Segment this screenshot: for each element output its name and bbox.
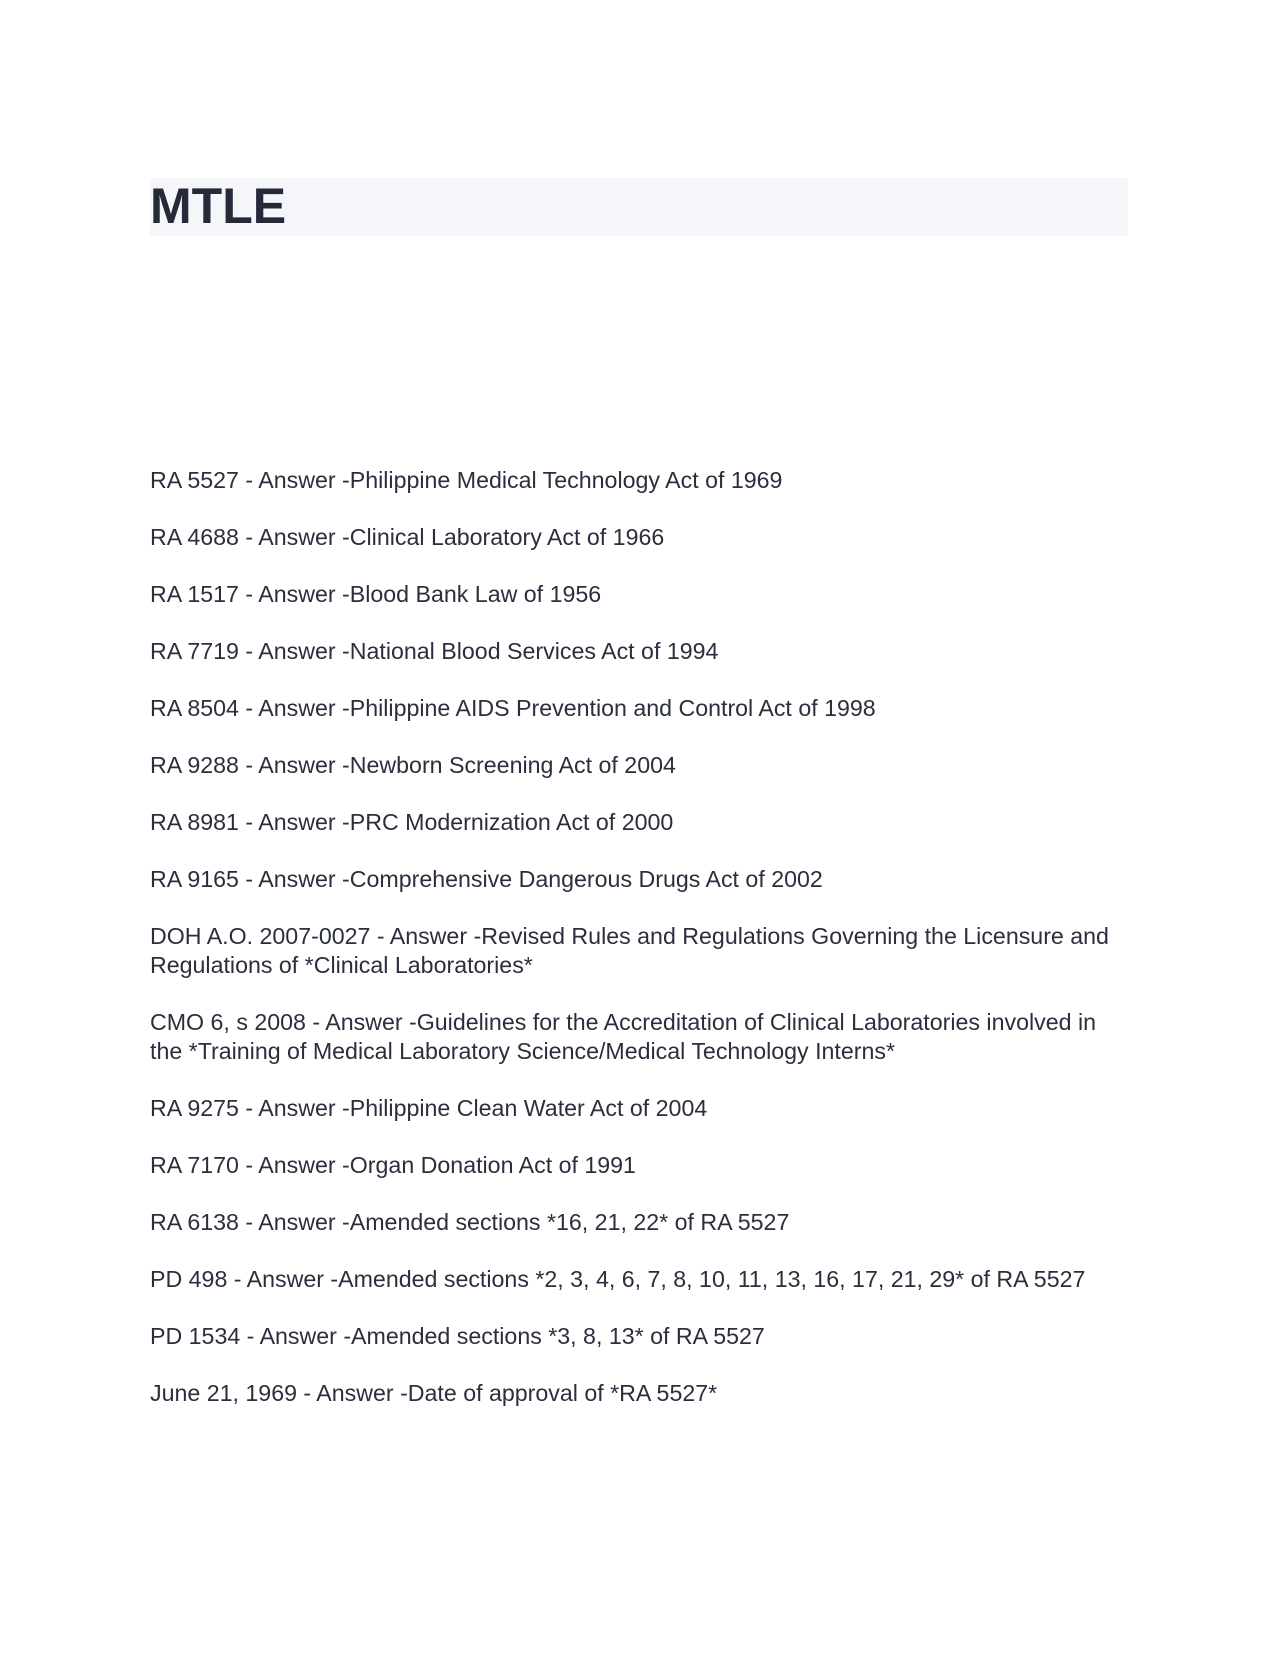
- list-item: DOH A.O. 2007-0027 - Answer -Revised Rules and Regulations Governing the Licensure and Regulations of *Clinical Laboratories*: [150, 923, 1109, 978]
- list-item: CMO 6, s 2008 - Answer -Guidelines for the Accreditation of Clinical Laboratories involved in the *Training of Medical Laboratory Science/Medical Technology Interns*: [150, 1009, 1096, 1064]
- list-item: RA 9288 - Answer -Newborn Screening Act of 2004: [150, 752, 676, 778]
- list-item: RA 8981 - Answer -PRC Modernization Act of 2000: [150, 809, 674, 835]
- list-item: PD 1534 - Answer -Amended sections *3, 8, 13* of RA 5527: [150, 1323, 765, 1349]
- list-item: RA 4688 - Answer -Clinical Laboratory Act of 1966: [150, 524, 665, 550]
- document-page: [150, 178, 1128, 1406]
- list-item: RA 9165 - Answer -Comprehensive Dangerous Drugs Act of 2002: [150, 866, 823, 892]
- title-bar: [150, 178, 1128, 236]
- flashcard-list: [150, 466, 1128, 1436]
- list-item: RA 5527 - Answer -Philippine Medical Technology Act of 1969: [150, 467, 783, 493]
- page-title: MTLE: [150, 178, 287, 234]
- list-item: RA 7719 - Answer -National Blood Services Act of 1994: [150, 638, 719, 664]
- list-item: RA 1517 - Answer -Blood Bank Law of 1956: [150, 581, 602, 607]
- list-item: RA 6138 - Answer -Amended sections *16, 21, 22* of RA 5527: [150, 1209, 790, 1235]
- list-item: PD 498 - Answer -Amended sections *2, 3, 4, 6, 7, 8, 10, 11, 13, 16, 17, 21, 29* of RA 5527: [150, 1266, 1086, 1292]
- list-item: RA 9275 - Answer -Philippine Clean Water Act of 2004: [150, 1095, 708, 1121]
- list-item: June 21, 1969 - Answer -Date of approval of *RA 5527*: [150, 1380, 718, 1406]
- list-item: RA 8504 - Answer -Philippine AIDS Prevention and Control Act of 1998: [150, 695, 876, 721]
- list-item: RA 7170 - Answer -Organ Donation Act of 1991: [150, 1152, 636, 1178]
